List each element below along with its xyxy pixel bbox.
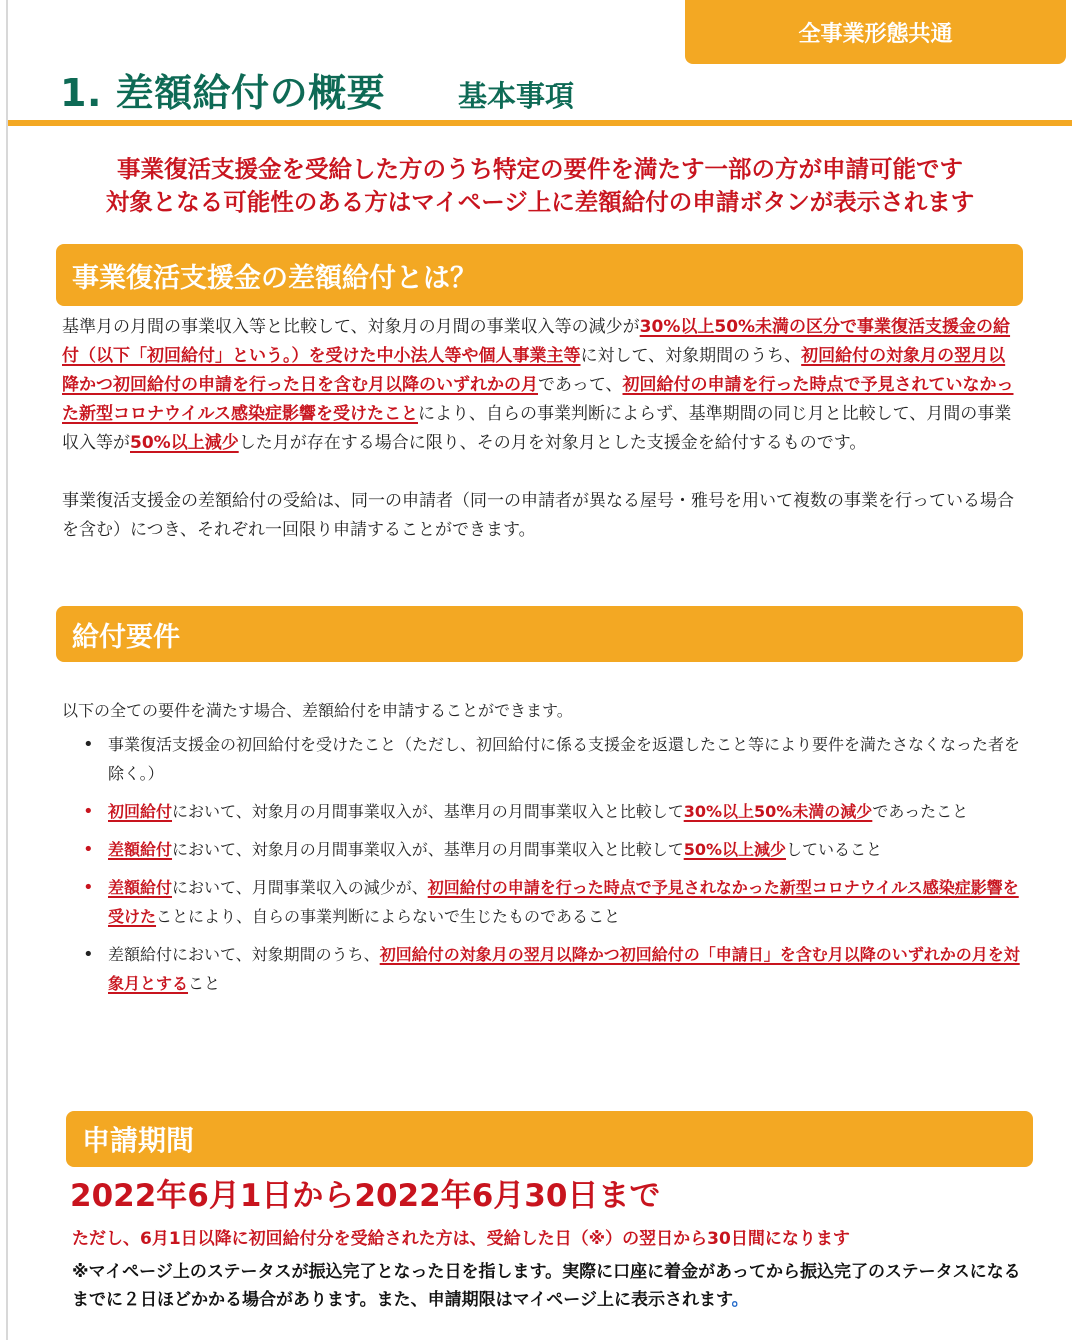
- list-item-text: において、月間事業収入の減少が、: [172, 878, 428, 897]
- application-period-note: ただし、6月1日以降に初回給付分を受給された方は、受給した日（※）の翌日から30日間になります: [72, 1229, 850, 1249]
- section-header-requirements: [56, 606, 1023, 662]
- overview-text: であって、: [538, 375, 623, 395]
- list-item: [80, 730, 1020, 788]
- list-item-highlight: 30%以上50%未満の減少: [683, 802, 873, 821]
- list-item: [80, 873, 1020, 931]
- list-item-highlight: 初回給付: [108, 802, 173, 821]
- list-item-highlight: 初回給付の対象月の翌月以降かつ初回給付の「申請日」を含む月以降のいずれかの月を対象月とする: [108, 945, 1020, 993]
- overview-highlight: 30%以上50%未満の区分で事業復活支援金の給付（以下「初回給付」という。）を受けた中小法人等や個人事業主等: [62, 317, 1011, 366]
- list-item-text: ことにより、自らの事業判断によらないで生じたものであること: [156, 907, 621, 926]
- list-item: [80, 940, 1020, 998]
- overview-highlight: 初回給付の対象月の翌月以降かつ初回給付の申請を行った日を含む月以降のいずれかの月: [62, 346, 1006, 395]
- requirements-list: [80, 730, 1020, 1007]
- list-item-highlight: 差額給付: [108, 878, 173, 897]
- overview-paragraph-2: 事業復活支援金の差額給付の受給は、同一の申請者（同一の申請者が異なる屋号・雅号を用いて複数の事業を行っている場合を含む）につき、それぞれ一回限り申請することができます。: [62, 491, 1014, 540]
- overview-text: した月が存在する場合に限り、その月を対象月とした支援金を給付するものです。: [238, 433, 867, 453]
- bullet-icon: •: [83, 839, 94, 860]
- application-period-footnote: [72, 1258, 1032, 1314]
- category-tag: [685, 0, 1066, 64]
- overview-text: により、自らの事業判断によらず、基準期間の同じ月と比較して、月間の事業収入等が: [62, 404, 1012, 453]
- overview-paragraph-1: [62, 313, 1022, 458]
- section-header-application-period: [66, 1111, 1033, 1167]
- list-item-highlight: 50%以上減少: [683, 840, 787, 859]
- list-item-highlight: 初回給付の申請を行った時点で予見されなかった新型コロナウイルス感染症影響を受けた: [108, 878, 1019, 926]
- list-item-text: において、対象月の月間事業収入が、基準月の月間事業収入と比較して: [172, 840, 684, 859]
- page-title: 1. 差額給付の概要: [60, 71, 386, 115]
- section-header-overview: [56, 244, 1023, 306]
- overview-highlight: 初回給付の申請を行った時点で予見されていなかった新型コロナウイルス感染症影響を受けたこと: [62, 375, 1014, 424]
- bullet-icon: •: [83, 944, 94, 965]
- list-item-text: していること: [786, 840, 883, 859]
- section-header-requirements-label: 給付要件: [72, 621, 180, 653]
- category-tag-label: 全事業形態共通: [798, 21, 953, 47]
- list-item-text: において、対象月の月間事業収入が、基準月の月間事業収入と比較して: [172, 802, 684, 821]
- section-header-overview-label: 事業復活支援金の差額給付とは？: [72, 262, 477, 294]
- bullet-icon: •: [83, 801, 94, 822]
- lead-line-1: 事業復活支援金を受給した方のうち特定の要件を満たす一部の方が申請可能です: [117, 155, 963, 183]
- list-item-text: であったこと: [872, 802, 969, 821]
- overview-text: 基準月の月間の事業収入等と比較して、対象月の月間の事業収入等の減少が: [62, 317, 640, 337]
- list-item-highlight: 差額給付: [108, 840, 173, 859]
- lead-line-2: 対象となる可能性のある方はマイページ上に差額給付の申請ボタンが表示されます: [105, 188, 975, 216]
- requirements-intro: 以下の全ての要件を満たす場合、差額給付を申請することができます。: [62, 701, 573, 720]
- bullet-icon: •: [83, 734, 94, 755]
- list-item: [80, 835, 1020, 864]
- list-item: [80, 797, 1020, 826]
- overview-highlight: 50%以上減少: [130, 433, 239, 453]
- list-item-text: 事業復活支援金の初回給付を受けたこと（ただし、初回給付に係る支援金を返還したこと等により要件を満たさなくなった者を除く。）: [108, 735, 1021, 783]
- overview-text: に対して、対象期間のうち、: [580, 346, 802, 366]
- list-item-text: こと: [188, 974, 221, 993]
- footnote-text: ※マイページ上のステータスが振込完了となった日を指します。実際に口座に着金があってから振込完了のステータスになるまでに２日ほどかかる場合があります。また、申請期限はマイページ上に表示されます: [72, 1262, 1021, 1310]
- list-item-text: 差額給付において、対象期間のうち、: [108, 945, 380, 964]
- footnote-end-mark: 。: [731, 1290, 749, 1310]
- page-subtitle: 基本事項: [458, 79, 575, 113]
- section-header-application-period-label: 申請期間: [82, 1124, 195, 1157]
- title-divider: [8, 120, 1072, 126]
- application-period-dates: 2022年6月1日から2022年6月30日まで: [70, 1178, 661, 1214]
- bullet-icon: •: [83, 877, 94, 898]
